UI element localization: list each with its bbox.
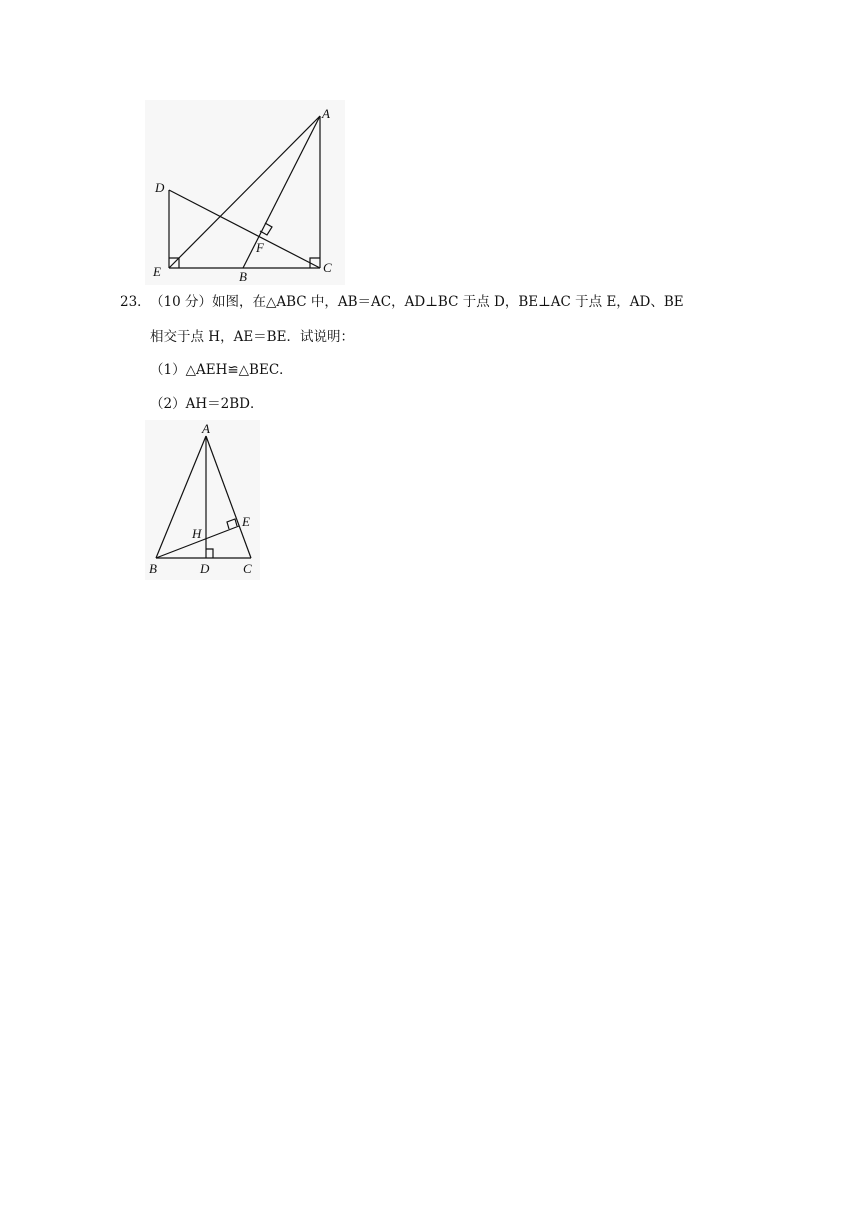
figure-1-svg bbox=[145, 100, 345, 285]
label-A: A bbox=[322, 106, 330, 121]
figure-1 bbox=[145, 100, 345, 285]
label-C: C bbox=[243, 561, 252, 576]
question-line-2: 相交于点 H，AE＝BE．试说明： bbox=[150, 329, 354, 345]
figure-2-svg bbox=[145, 420, 260, 580]
label-A: A bbox=[202, 421, 210, 436]
question-number: 23． bbox=[120, 294, 151, 310]
question-part-1: （1）△AEH≌△BEC． bbox=[150, 362, 293, 378]
label-D: D bbox=[200, 561, 210, 576]
label-D: D bbox=[155, 180, 165, 195]
label-E: E bbox=[242, 514, 250, 529]
label-B: B bbox=[149, 561, 157, 576]
label-H: H bbox=[192, 526, 202, 541]
label-B: B bbox=[239, 269, 247, 284]
question-part-2: （2）AH＝2BD． bbox=[150, 396, 264, 412]
question-line-1: （10 分）如图，在△ABC 中，AB＝AC，AD⊥BC 于点 D，BE⊥AC 于点 E，AD、BE bbox=[150, 294, 684, 310]
label-E: E bbox=[153, 264, 161, 279]
label-C: C bbox=[323, 260, 332, 275]
label-F: F bbox=[256, 240, 264, 255]
figure-2 bbox=[145, 420, 260, 580]
